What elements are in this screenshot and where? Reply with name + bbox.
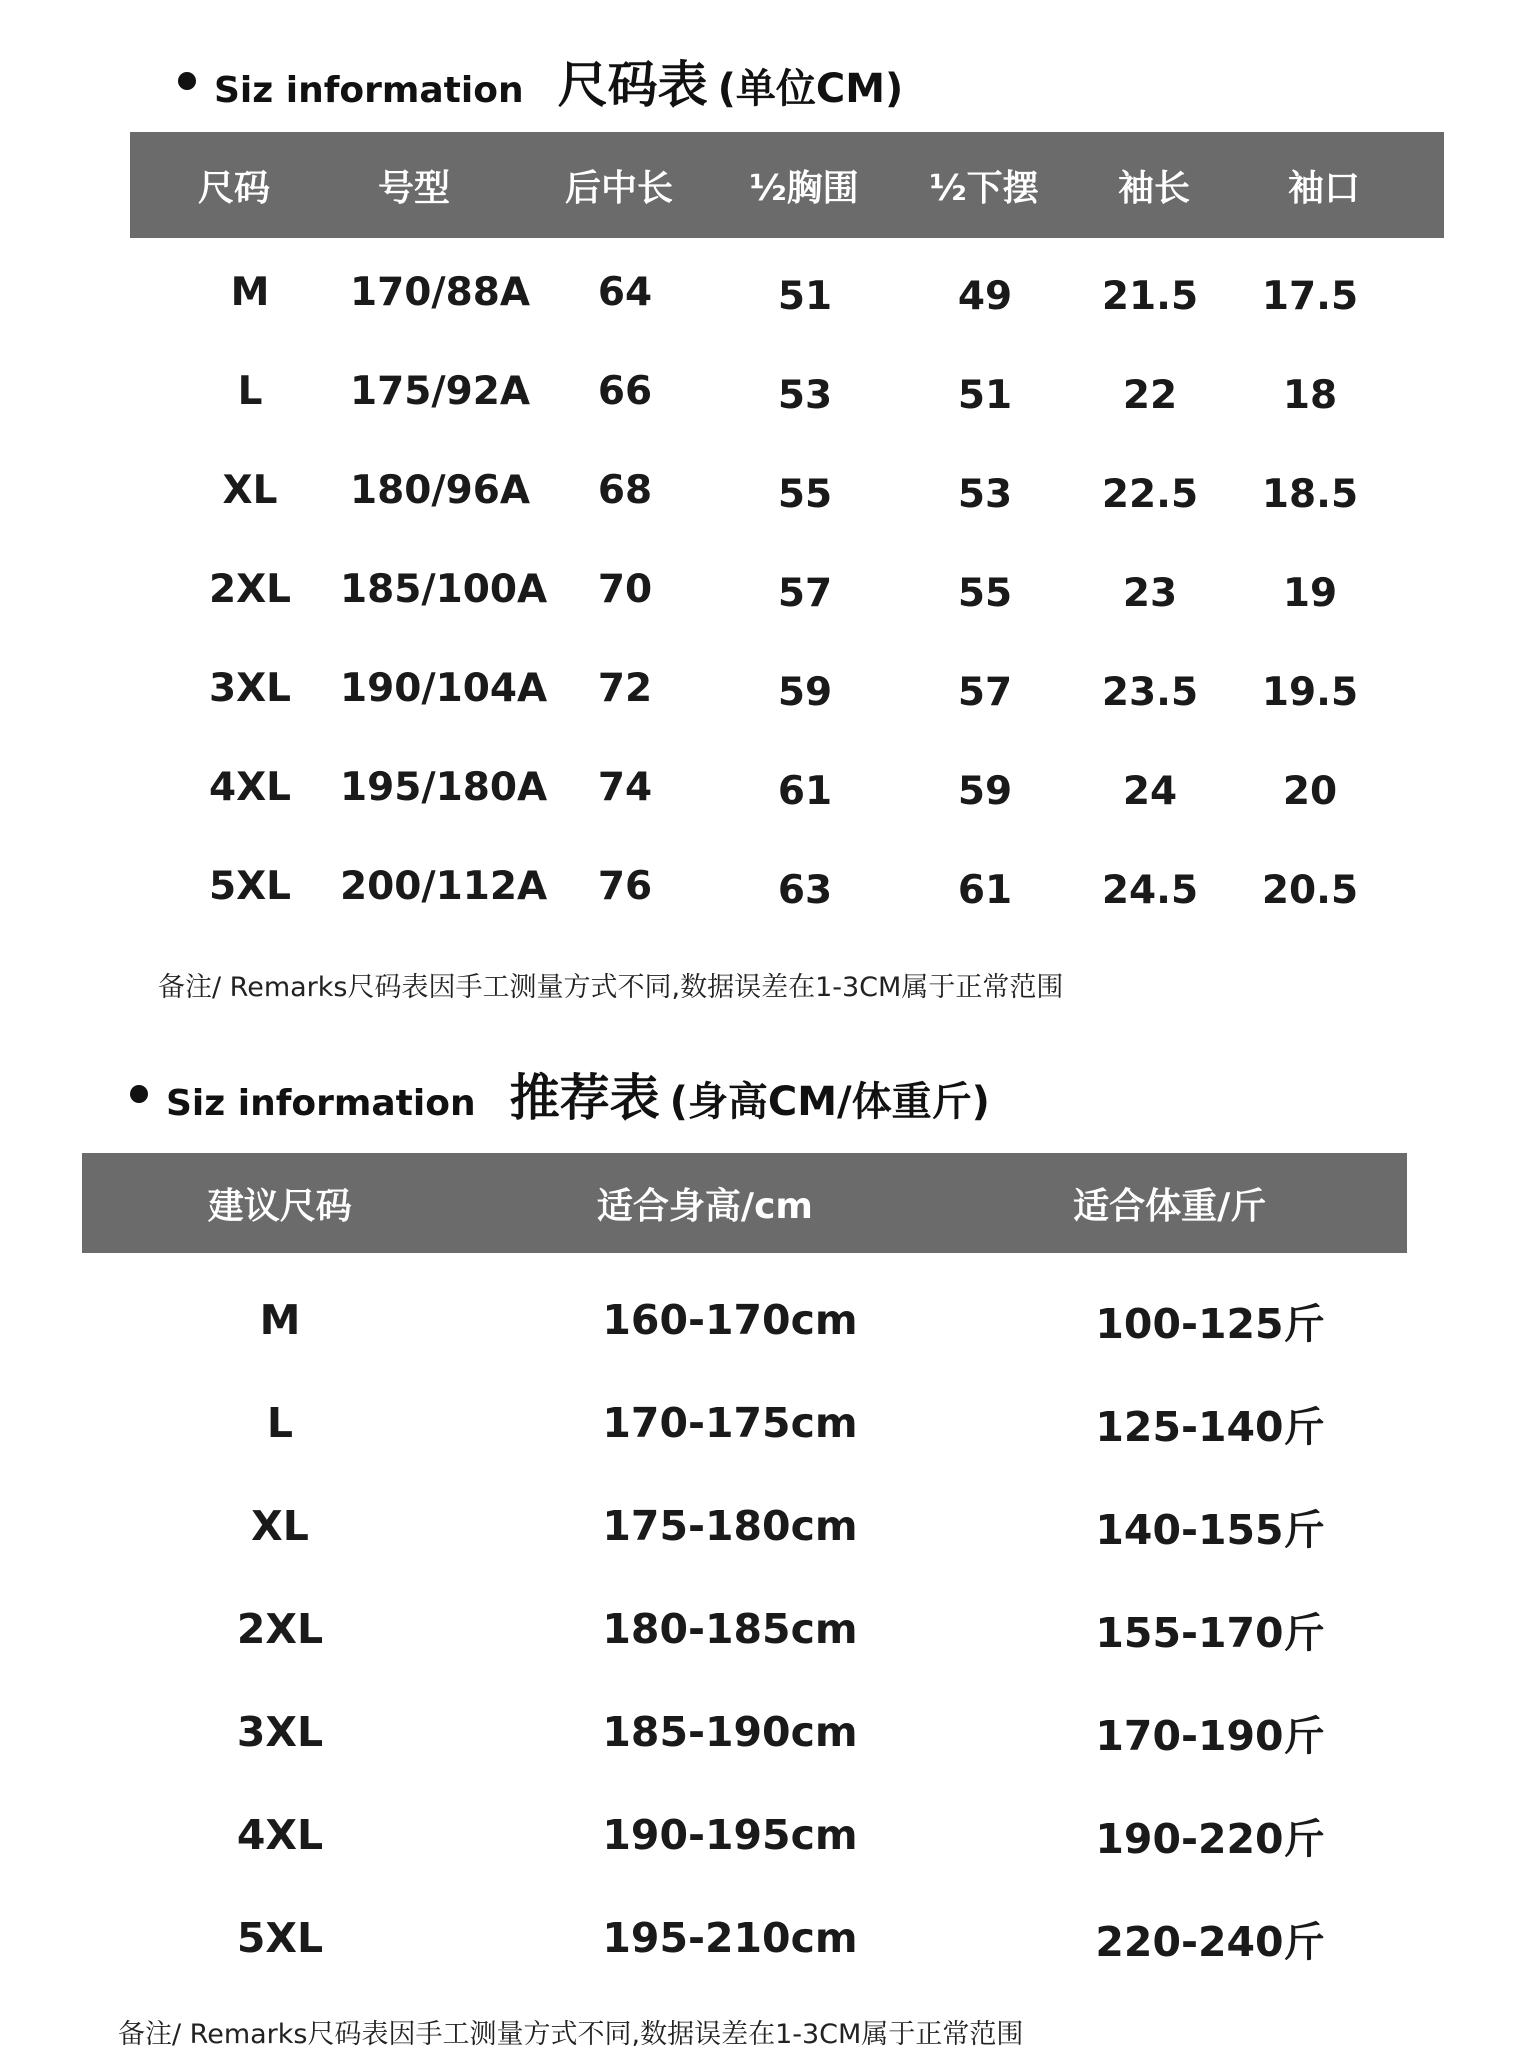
cell-sleeve-length: 22.5 — [1101, 472, 1199, 517]
cell-half-chest: 63 — [777, 868, 833, 913]
cell-half-hem: 61 — [957, 868, 1013, 913]
cell-half-chest: 61 — [777, 769, 833, 814]
header-half-hem: ½下摆 — [929, 167, 1039, 209]
header-suggested-size: 建议尺码 — [207, 1185, 352, 1227]
header-sleeve-length: 袖长 — [1117, 167, 1190, 209]
cell-half-chest: 57 — [777, 571, 833, 616]
table-row — [0, 1496, 1536, 1556]
cell-weight: 170-190斤 — [1095, 1711, 1325, 1760]
cell-weight: 100-125斤 — [1095, 1299, 1325, 1348]
size-table-cn-title: 尺码表 — [557, 56, 708, 114]
cell-suggested-size: 5XL — [236, 1914, 324, 1962]
cell-sleeve-length: 24 — [1122, 769, 1178, 814]
cell-height: 180-185cm — [602, 1605, 858, 1653]
recommend-table-header — [82, 1153, 1407, 1253]
cell-height: 160-170cm — [602, 1296, 858, 1344]
table-row — [0, 1702, 1536, 1762]
table-row — [0, 1599, 1536, 1659]
header-height: 适合身高/cm — [596, 1185, 813, 1227]
table-row — [0, 369, 1536, 429]
header-model: 号型 — [377, 167, 450, 209]
header-cuff: 袖口 — [1287, 167, 1360, 209]
cell-sleeve-length: 23 — [1122, 571, 1178, 616]
cell-back-length: 72 — [597, 666, 653, 711]
header-weight: 适合体重/斤 — [1073, 1185, 1267, 1227]
table-row — [0, 1393, 1536, 1453]
cell-suggested-size: 2XL — [236, 1605, 324, 1653]
table-row — [0, 1805, 1536, 1865]
recommend-table-remark: 备注/ Remarks尺码表因手工测量方式不同,数据误差在1-3CM属于正常范围 — [118, 2019, 1024, 2050]
table-row — [0, 864, 1536, 924]
cell-suggested-size: L — [266, 1399, 294, 1447]
cell-size: 2XL — [208, 567, 292, 612]
header-half-chest: ½胸围 — [749, 167, 859, 209]
cell-half-hem: 59 — [957, 769, 1013, 814]
size-table-unit: (单位CM) — [717, 66, 904, 112]
cell-half-hem: 53 — [957, 472, 1013, 517]
table-row — [0, 270, 1536, 330]
cell-weight: 140-155斤 — [1095, 1505, 1325, 1554]
cell-suggested-size: M — [259, 1296, 301, 1344]
table-row — [0, 666, 1536, 726]
header-size: 尺码 — [197, 167, 270, 209]
cell-sleeve-length: 21.5 — [1101, 274, 1199, 319]
recommend-table-unit: (身高CM/体重斤) — [669, 1079, 990, 1125]
cell-weight: 155-170斤 — [1095, 1608, 1325, 1657]
table-row — [0, 1908, 1536, 1968]
bullet-icon — [178, 72, 196, 90]
cell-suggested-size: 3XL — [236, 1708, 324, 1756]
cell-back-length: 74 — [597, 765, 653, 810]
cell-cuff: 19 — [1282, 571, 1338, 616]
cell-half-hem: 55 — [957, 571, 1013, 616]
cell-half-chest: 53 — [777, 373, 833, 418]
cell-height: 175-180cm — [602, 1502, 858, 1550]
cell-model: 195/180A — [340, 765, 548, 810]
cell-size: M — [230, 270, 270, 315]
cell-weight: 125-140斤 — [1095, 1402, 1325, 1451]
cell-model: 180/96A — [349, 468, 531, 513]
cell-size: XL — [222, 468, 278, 513]
cell-half-hem: 51 — [957, 373, 1013, 418]
table-row — [0, 567, 1536, 627]
table-row — [0, 765, 1536, 825]
cell-suggested-size: 4XL — [236, 1811, 324, 1859]
cell-size: 4XL — [208, 765, 292, 810]
cell-back-length: 64 — [597, 270, 653, 315]
cell-cuff: 17.5 — [1261, 274, 1359, 319]
cell-model: 200/112A — [340, 864, 548, 909]
cell-back-length: 66 — [597, 369, 653, 414]
cell-cuff: 20 — [1282, 769, 1338, 814]
cell-half-hem: 57 — [957, 670, 1013, 715]
cell-height: 190-195cm — [602, 1811, 858, 1859]
cell-model: 175/92A — [349, 369, 531, 414]
cell-height: 185-190cm — [602, 1708, 858, 1756]
table-row — [0, 468, 1536, 528]
cell-cuff: 18 — [1282, 373, 1338, 418]
size-table-header — [130, 132, 1444, 238]
cell-height: 195-210cm — [602, 1914, 858, 1962]
header-back-length: 后中长 — [564, 167, 673, 209]
cell-weight: 190-220斤 — [1095, 1814, 1325, 1863]
cell-half-chest: 59 — [777, 670, 833, 715]
cell-weight: 220-240斤 — [1095, 1917, 1325, 1966]
cell-sleeve-length: 23.5 — [1101, 670, 1199, 715]
size-table-en-title: Siz information — [214, 70, 524, 111]
cell-cuff: 19.5 — [1261, 670, 1359, 715]
cell-height: 170-175cm — [602, 1399, 858, 1447]
cell-size: L — [237, 369, 263, 414]
cell-size: 5XL — [208, 864, 292, 909]
cell-back-length: 68 — [597, 468, 653, 513]
cell-cuff: 20.5 — [1261, 868, 1359, 913]
cell-sleeve-length: 24.5 — [1101, 868, 1199, 913]
cell-model: 190/104A — [340, 666, 548, 711]
recommend-table-title — [130, 1058, 990, 1130]
recommend-table-en-title: Siz information — [166, 1083, 476, 1124]
recommend-table-cn-title: 推荐表 — [509, 1069, 660, 1127]
table-row — [0, 1290, 1536, 1350]
cell-suggested-size: XL — [251, 1502, 309, 1550]
cell-model: 185/100A — [340, 567, 548, 612]
cell-half-hem: 49 — [957, 274, 1013, 319]
cell-back-length: 76 — [597, 864, 653, 909]
cell-model: 170/88A — [349, 270, 531, 315]
cell-half-chest: 55 — [777, 472, 833, 517]
cell-back-length: 70 — [597, 567, 653, 612]
bullet-icon — [130, 1085, 148, 1103]
size-table-remark: 备注/ Remarks尺码表因手工测量方式不同,数据误差在1-3CM属于正常范围 — [158, 972, 1064, 1003]
cell-half-chest: 51 — [777, 274, 833, 319]
cell-sleeve-length: 22 — [1122, 373, 1178, 418]
size-table-title — [178, 45, 903, 117]
cell-cuff: 18.5 — [1261, 472, 1359, 517]
cell-size: 3XL — [208, 666, 292, 711]
